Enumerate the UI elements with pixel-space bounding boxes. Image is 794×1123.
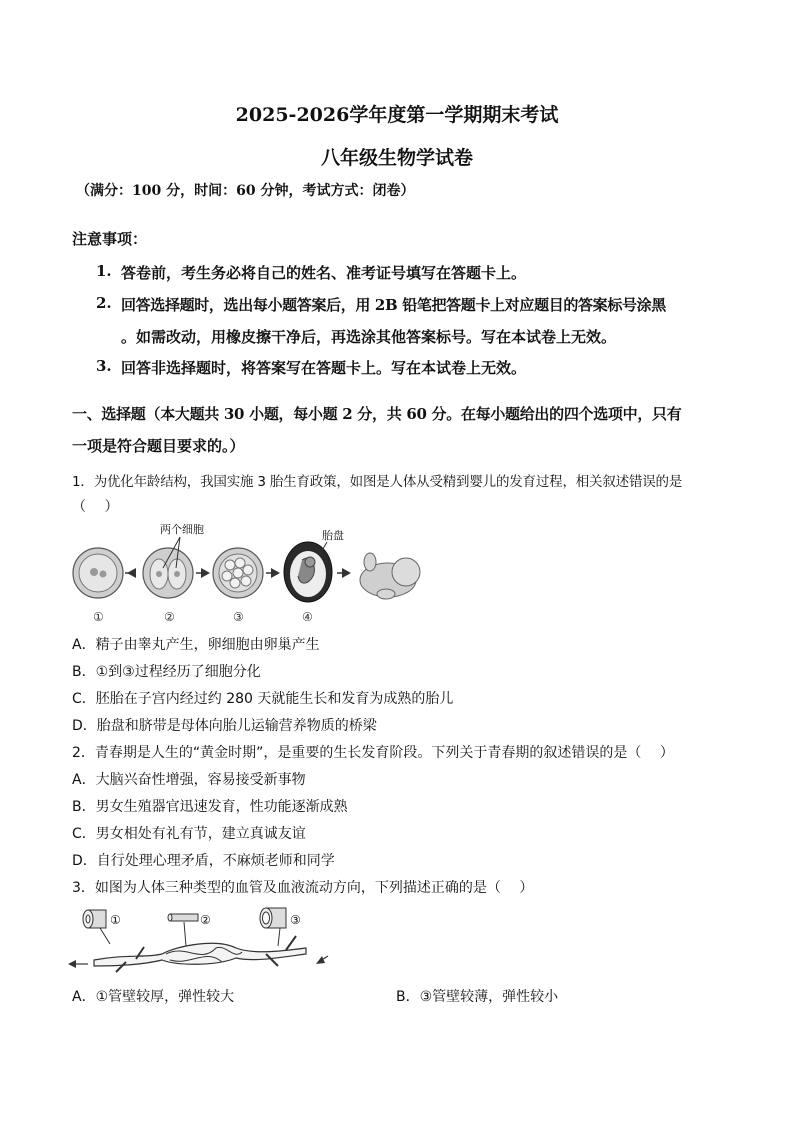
notice-item-text: 回答选择题时，选出每小题答案后，用 2B 铅笔把答题卡上对应题目的答案标号涂黑 — [121, 296, 666, 314]
option-b: B．①到③过程经历了细胞分化 — [72, 664, 261, 680]
notice-item-num: 2. — [96, 294, 112, 312]
morula-icon — [213, 548, 263, 598]
step-label: ③ — [233, 610, 244, 624]
section-heading: 一、选择题（本大题共 30 小题，每小题 2 分，共 60 分。在每小题给出的四个选项中，只有 — [72, 405, 682, 423]
fetus-in-uterus-icon — [284, 542, 332, 602]
vessel-cross-section-1-icon — [83, 910, 106, 928]
question-1-stem: 1．为优化年龄结构，我国实施 3 胎生育政策，如图是人体从受精到婴儿的发育过程，相关叙述错误的是 — [72, 474, 683, 490]
question-2-stem: 2．青春期是人生的“黄金时期”，是重要的生长发育阶段。下列关于青春期的叙述错误的是（ ） — [72, 745, 674, 761]
vessel-label: ③ — [290, 913, 301, 927]
zygote-cell-icon — [73, 548, 123, 598]
section-heading-cont: 一项是符合题目要求的。） — [72, 437, 245, 455]
arrow-right-icon — [201, 568, 210, 578]
fertilization-development-figure — [70, 520, 430, 624]
exam-subtitle: 八年级生物学试卷 — [320, 147, 473, 169]
notice-item-num: 3. — [96, 357, 112, 375]
notice-item-num: 1. — [96, 262, 112, 280]
notice-item-text-cont: 。如需改动，用橡皮擦干净后，再选涂其他答案标号。写在本试卷上无效。 — [121, 328, 617, 346]
step-label: ④ — [302, 610, 313, 624]
arrow-right-icon — [271, 568, 280, 578]
option-c: C．胚胎在子宫内经过约 280 天就能生长和发育为成熟的胎儿 — [72, 691, 454, 707]
option-a: A．①管壁较厚，弹性较大 — [72, 989, 235, 1005]
option-a: A．大脑兴奋性增强，容易接受新事物 — [72, 772, 306, 788]
exam-info: （满分：100 分，时间：60 分钟，考试方式：闭卷） — [76, 183, 415, 199]
baby-icon — [360, 553, 420, 599]
notice-item-text: 答卷前，考生务必将自己的姓名、准考证号填写在答题卡上。 — [121, 264, 527, 282]
vessel-label: ① — [110, 913, 121, 927]
arrow-right-icon — [342, 568, 351, 578]
vessel-cross-section-3-icon — [260, 908, 286, 928]
step-label: ① — [93, 610, 104, 624]
option-c: C．男女相处有礼有节，建立真诚友谊 — [72, 826, 306, 842]
two-cells-label: 两个细胞 — [160, 523, 204, 536]
vessel-label: ② — [200, 913, 211, 927]
option-a: A．精子由睾丸产生，卵细胞由卵巢产生 — [72, 637, 320, 653]
option-d: D．胎盘和脐带是母体向胎儿运输营养物质的桥梁 — [72, 718, 377, 734]
notice-item-text: 回答非选择题时，将答案写在答题卡上。写在本试卷上无效。 — [121, 359, 527, 377]
placenta-label: 胎盘 — [322, 529, 344, 542]
question-1-bracket: （ ） — [72, 499, 119, 515]
vessel-cross-section-2-icon — [168, 914, 198, 921]
option-b: B．③管壁较薄，弹性较小 — [396, 989, 559, 1005]
two-cell-embryo-icon — [143, 548, 193, 598]
option-d: D．自行处理心理矛盾，不麻烦老师和同学 — [72, 853, 335, 869]
notice-heading: 注意事项： — [72, 230, 148, 248]
option-b: B．男女生殖器官迅速发育，性功能逐渐成熟 — [72, 799, 348, 815]
arrow-in-icon — [316, 956, 325, 964]
arrow-left-icon — [68, 960, 76, 968]
step-label: ② — [164, 610, 175, 624]
blood-vessel-figure — [66, 904, 346, 974]
question-3-stem: 3．如图为人体三种类型的血管及血液流动方向，下列描述正确的是（ ） — [72, 880, 534, 896]
exam-title: 2025-2026学年度第一学期期末考试 — [235, 104, 559, 126]
